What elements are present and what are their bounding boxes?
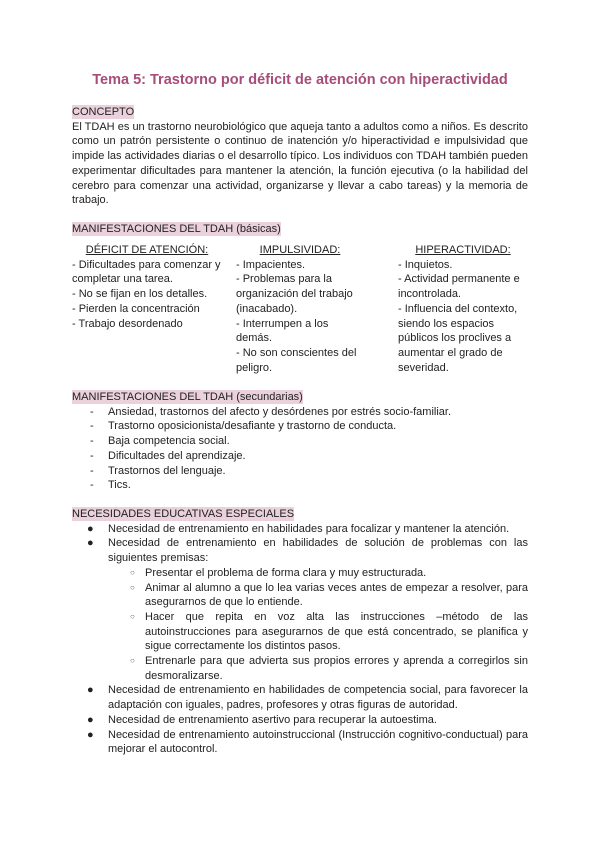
- list-item: - Baja competencia social.: [72, 434, 528, 449]
- sub-list-item: ○ Animar al alumno a que lo lea varias veces antes de empezar a resolver, para asegurarnos de que lo entiende.: [130, 581, 528, 609]
- sub-list-item: ○ Hacer que repita en voz alta las instrucciones –método de las autoinstrucciones para asegurarnos de que está concentrado, se planifica y sigue correctamente los distintos pasos.: [130, 610, 528, 653]
- column-impulsividad: [236, 243, 364, 375]
- circle-bullet-icon: ○: [130, 656, 135, 666]
- sub-list-item: ○ Presentar el problema de forma clara y muy estructurada.: [130, 566, 427, 579]
- section-heading: MANIFESTACIONES DEL TDAH (básicas): [72, 223, 281, 235]
- column-text: - Impacientes. - Problemas para la organización del trabajo (inacabado). - Interrumpen a los demás. - No son conscientes del peligro.: [236, 258, 357, 374]
- column-text: - Inquietos. - Actividad permanente e incontrolada. - Influencia del contexto, siendo los espacios públicos los proclives a aumentar el grado de severidad.: [398, 258, 520, 374]
- bullet-icon: ●: [87, 728, 94, 741]
- circle-bullet-icon: ○: [130, 582, 135, 592]
- circle-bullet-icon: ○: [130, 567, 135, 577]
- section-heading: CONCEPTO: [72, 106, 135, 118]
- concepto-section: [72, 105, 528, 208]
- list-item: ● Necesidad de entrenamiento en habilidades para focalizar y mantener la atención.: [87, 522, 510, 535]
- list-item: - Ansiedad, trastornos del afecto y desórdenes por estrés socio-familiar.: [72, 405, 528, 420]
- circle-bullet-icon: ○: [130, 611, 135, 621]
- basicas-heading-wrap: [72, 222, 528, 237]
- nee-section: [72, 507, 528, 757]
- secundarias-list: [72, 405, 528, 493]
- list-item: - Dificultades del aprendizaje.: [72, 449, 528, 464]
- column-hiperactividad: [398, 243, 528, 375]
- section-heading: MANIFESTACIONES DEL TDAH (secundarias): [72, 391, 303, 403]
- bullet-icon: ●: [87, 713, 94, 726]
- list-item: - Trastorno oposicionista/desafiante y trastorno de conducta.: [72, 419, 528, 434]
- column-title: IMPULSIVIDAD:: [259, 244, 341, 256]
- column-title: HIPERACTIVIDAD:: [415, 244, 511, 256]
- list-item: - Tics.: [72, 478, 528, 493]
- list-item: ● Necesidad de entrenamiento en habilidades de competencia social, para favorecer la adaptación con iguales, padres, profesores y otras figuras de autoridad.: [87, 684, 528, 712]
- column-deficit: [72, 243, 222, 331]
- bullet-icon: ●: [87, 684, 94, 697]
- bullet-icon: ●: [87, 537, 94, 550]
- list-item: - Trastornos del lenguaje.: [72, 464, 528, 479]
- list-item: ● Necesidad de entrenamiento en habilidades de solución de problemas con las siguientes premisas:: [87, 537, 528, 565]
- page-title: Tema 5: Trastorno por déficit de atención con hiperactividad: [92, 72, 508, 88]
- list-item: ● Necesidad de entrenamiento autoinstruccional (Instrucción cognitivo-conductual) para mejorar el autocontrol.: [87, 728, 528, 756]
- concepto-paragraph: El TDAH es un trastorno neurobiológico que aqueja tanto a adultos como a niños. Es descrito como un patrón persistente o continuo de inatención y/o hiperactividad e impulsividad que impide las actividades diarias o el desarrollo típico. Los individuos con TDAH también pueden experimentar dificultades para mantener la atención, la función ejecutiva (o la habilidad del cerebro para comenzar una actividad, organizarse y llevar a cabo tareas) y la memoria de trabajo.: [72, 120, 528, 207]
- column-text: - Dificultades para comenzar y completar una tarea. - No se fijan en los detalles. - Pierden la concentración - Trabajo desordenado: [72, 258, 221, 330]
- nee-list: [72, 522, 528, 757]
- list-item: ● Necesidad de entrenamiento asertivo para recuperar la autoestima.: [87, 713, 437, 726]
- section-heading: NECESIDADES EDUCATIVAS ESPECIALES: [72, 508, 295, 520]
- column-title: DÉFICIT DE ATENCIÓN:: [85, 244, 209, 256]
- sub-list-item: ○ Entrenarle para que advierta sus propios errores y aprenda a corregirlos sin desmoralizarse.: [130, 655, 528, 682]
- bullet-icon: ●: [87, 522, 94, 535]
- secundarias-section: [72, 390, 528, 493]
